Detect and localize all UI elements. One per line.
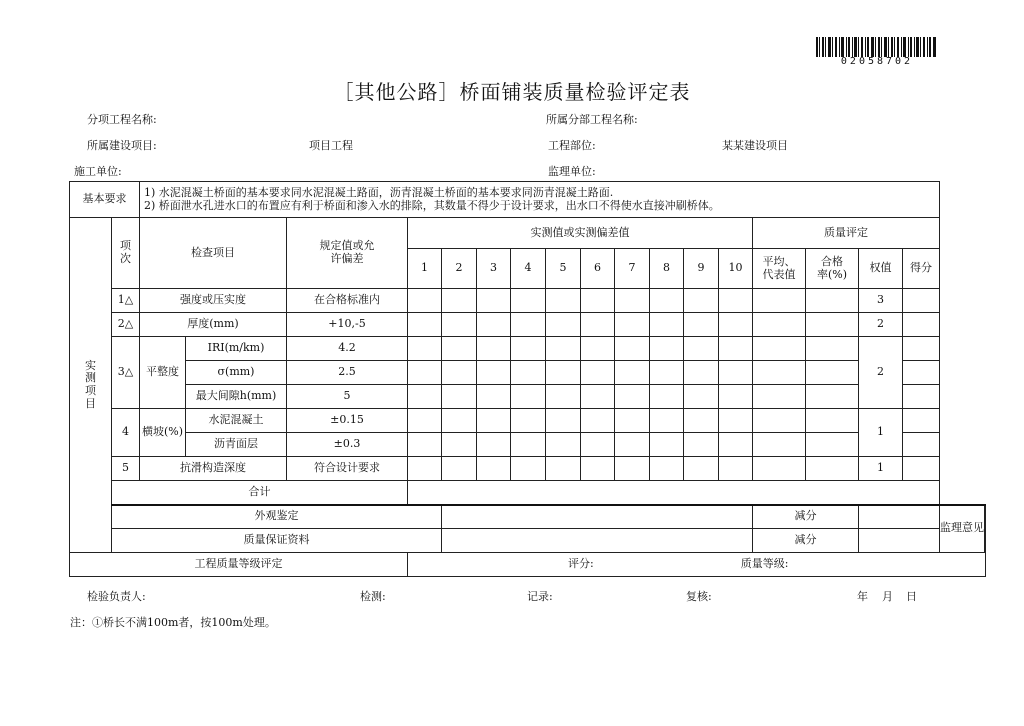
col-quality-header: 质量评定 <box>753 218 940 249</box>
table-row <box>70 289 986 313</box>
col-num-1: 1 <box>408 249 442 289</box>
grade-label: 工程质量等级评定 <box>70 553 408 577</box>
row-group: 平整度 <box>140 337 186 409</box>
total-label: 合计 <box>112 481 408 505</box>
inspector-label: 检验负责人: <box>87 590 146 603</box>
basic-requirements-text <box>140 182 940 218</box>
row-seq: 5 <box>112 457 140 481</box>
construction-project-label: 所属建设项目: <box>87 139 157 152</box>
row-item: 厚度(mm) <box>140 313 287 337</box>
requirement-line-1: 1) 水泥混凝土桥面的基本要求同水泥混凝土路面，沥青混凝土桥面的基本要求同沥青混凝土路面. <box>144 185 614 199</box>
table-row <box>70 361 986 385</box>
table-row <box>70 457 986 481</box>
parent-project-label: 所属分部工程名称: <box>546 113 638 126</box>
recorder-label: 记录: <box>527 590 553 603</box>
row-spec: 5 <box>287 385 408 409</box>
col-num-4: 4 <box>511 249 546 289</box>
row-seq: 3△ <box>112 337 140 409</box>
docs-deduct-label: 减分 <box>753 529 859 553</box>
row-weight: 1 <box>859 409 903 457</box>
grade-level-label: 质量等级: <box>740 557 789 571</box>
barcode <box>816 37 936 57</box>
total-row <box>70 481 986 505</box>
col-num-7: 7 <box>615 249 650 289</box>
row-weight: 2 <box>859 337 903 409</box>
appearance-row <box>70 505 986 529</box>
row-spec: 在合格标准内 <box>287 289 408 313</box>
row-spec: ±0.15 <box>287 409 408 433</box>
col-measured-header: 实测值或实测偏差值 <box>408 218 753 249</box>
basic-requirements-label: 基本要求 <box>70 182 140 218</box>
footnote: 注：①桥长不满100m者，按100m处理。 <box>70 616 276 629</box>
row-subitem: 沥青面层 <box>186 433 287 457</box>
year-label: 年 <box>857 590 868 603</box>
row-weight: 1 <box>859 457 903 481</box>
row-item: 强度或压实度 <box>140 289 287 313</box>
col-num-3: 3 <box>477 249 511 289</box>
location-label: 工程部位: <box>548 139 596 152</box>
docs-label: 质量保证资料 <box>112 529 442 553</box>
row-spec: 符合设计要求 <box>287 457 408 481</box>
tester-label: 检测: <box>360 590 386 603</box>
day-label: 日 <box>906 590 917 603</box>
month-label: 月 <box>882 590 893 603</box>
barcode-number: 02058702 <box>840 56 914 67</box>
location-value: 某某建设项目 <box>722 139 788 152</box>
appearance-deduct-label: 减分 <box>753 505 859 529</box>
col-seq-header: 项次 <box>112 218 140 289</box>
page-title: ［其他公路］桥面铺装质量检验评定表 <box>333 80 691 104</box>
row-subitem: 水泥混凝土 <box>186 409 287 433</box>
col-avg-header: 平均、代表值 <box>753 249 806 289</box>
table-row <box>70 409 986 433</box>
row-weight: 3 <box>859 289 903 313</box>
row-weight: 2 <box>859 313 903 337</box>
col-weight-header: 权值 <box>859 249 903 289</box>
table-row <box>70 385 986 409</box>
col-spec-header: 规定值或允许偏差 <box>287 218 408 289</box>
row-item: 抗滑构造深度 <box>140 457 287 481</box>
construction-project-value: 项目工程 <box>309 139 353 152</box>
supervision-label: 监理意见 <box>940 505 985 553</box>
row-group: 横坡(%) <box>140 409 186 457</box>
col-num-10: 10 <box>719 249 753 289</box>
row-spec: +10,-5 <box>287 313 408 337</box>
col-num-5: 5 <box>546 249 581 289</box>
col-num-6: 6 <box>581 249 615 289</box>
col-num-9: 9 <box>684 249 719 289</box>
table-row <box>70 433 986 457</box>
col-item-header: 检查项目 <box>140 218 287 289</box>
row-subitem: σ(mm) <box>186 361 287 385</box>
row-subitem: 最大间隙h(mm) <box>186 385 287 409</box>
col-pass-header: 合格率(%) <box>806 249 859 289</box>
docs-row <box>70 529 986 553</box>
row-spec: 4.2 <box>287 337 408 361</box>
supervisor-label: 监理单位: <box>548 165 596 178</box>
requirement-line-2: 2) 桥面泄水孔进水口的布置应有利于桥面和渗入水的排除，其数量不得少于设计要求，出水口不得使水直接冲刷桥体。 <box>144 198 720 212</box>
col-score-header: 得分 <box>903 249 940 289</box>
row-seq: 4 <box>112 409 140 457</box>
row-spec: ±0.3 <box>287 433 408 457</box>
col-num-2: 2 <box>442 249 477 289</box>
reviewer-label: 复核: <box>686 590 712 603</box>
grade-score-label: 评分: <box>568 557 594 571</box>
table-row <box>70 313 986 337</box>
section-label: 实测项目 <box>70 218 112 553</box>
row-seq: 1△ <box>112 289 140 313</box>
row-spec: 2.5 <box>287 361 408 385</box>
row-seq: 2△ <box>112 313 140 337</box>
grade-cell <box>408 553 986 577</box>
grade-row <box>70 553 986 577</box>
subproject-label: 分项工程名称: <box>87 113 157 126</box>
appearance-label: 外观鉴定 <box>112 505 442 529</box>
row-subitem: IRI(m/km) <box>186 337 287 361</box>
table-row <box>70 337 986 361</box>
contractor-label: 施工单位: <box>74 165 122 178</box>
inspection-table <box>69 181 986 577</box>
col-num-8: 8 <box>650 249 684 289</box>
